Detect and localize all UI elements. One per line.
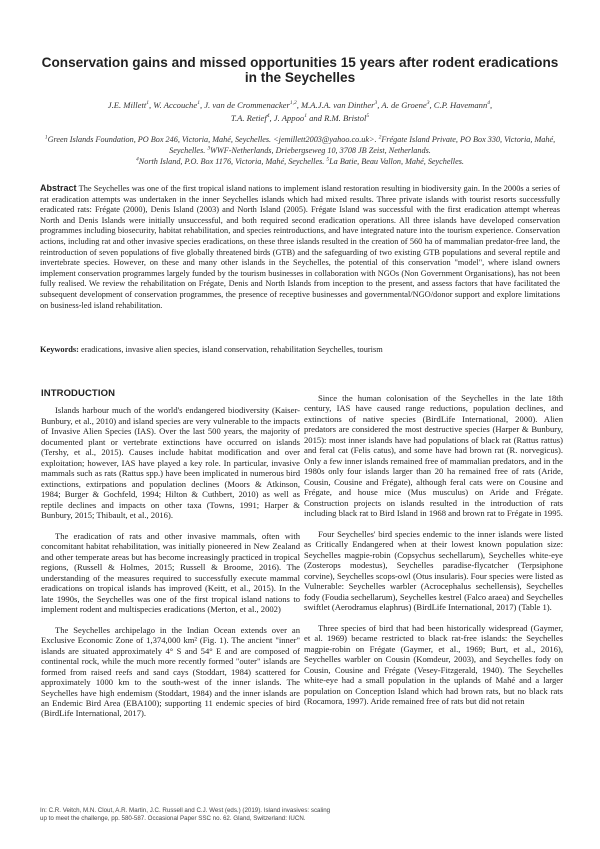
abstract: [40, 183, 560, 311]
abstract-text: The Seychelles was one of the first tropical island nations to implement island restoration resulting in biodiversity gain. In the 2000s a series of rat eradication attempts was undertaken in the inner Seychelles islands which had mixed results. Three private islands with tourist resorts successfully eradicated rats: Frégate (2000), Denis Island (2003) and North Island (2005). Frégate Island was successful with the first eradication attempt whereas North and Denis Islands were initially unsuccessful, and both required second eradication operations. All three islands have developed conservation programmes including biosecurity, habitat rehabilitation, and species reintroductions, and have integrated nature into the tourism experience. Conservation actions, including rat and other invasive species eradications, on these three islands resulted in the creation of 560 ha of mammalian predator-free land, the reintroduction of seven populations of five globally threatened birds (GTB) and the safeguarding of two existing GTB populations and several reptile and invertebrate species. However, on these and many other islands in the Seychelles, the potential of this conservation "model", where island owners implement conservation programmes largely funded by the tourism businesses in collaboration with NGOs (Non Government Organisations), has not been fully realised. We review the rehabilitation on Frégate, Denis and North Islands from inception to the present, and assess factors that have facilitated the subsequent development of conservation programmes, the presence of receptive businesses and governmental/NGO/donor support and explore limitations on business-led island rehabilitation.: [40, 184, 560, 310]
paragraph: Three species of bird that had been historically widespread (Gaymer, et al. 1969) became restricted to black rat-free islands: the Seychelles magpie-robin on Frégate (Gaymer, et al., 1969; Burt, et al., 2016), Seychelles warbler on Cousin (Komdeur, 2003), and Seychelles fody on Cousin, Cousine and Frégate (Vesey-Fitzgerald, 1940). The Seychelles white-eye had a small population in the uplands of Mahé and a larger population on Conception Island which had brown rats, but no black rats (Rocamora, 1997). Aride remained free of rats but did not retain: [304, 622, 563, 707]
keywords-label: Keywords:: [40, 345, 79, 354]
paragraph: Four Seychelles' bird species endemic to the inner islands were listed as Critically Endangered when at their lowest known population size: Seychelles magpie-robin (Copsychus sechellarum), Seychelles white-eye (Zosterops modestus), Seychelles paradise-flycatcher (Terpsiphone corvine), Seychelles scops-owl (Otus insularis). Four species were listed as Vulnerable: Seychelles warbler (Acrocephalus sechellensis), Seychelles fody (Foudia sechellarum), Seychelles kestrel (Falco araea) and Seychelles swiftlet (Aerodramus elaphrus) (BirdLife International, 2017) (Table 1).: [304, 528, 563, 612]
author: M.A.J.A. van Dinther$^3$,: [301, 100, 382, 110]
paragraph: Since the human colonisation of the Seychelles in the late 18th century, IAS have caused range reductions, population declines, and extinctions of native species (BirdLife International, 2000). Alien predators are considered the most destructive species (Harper & Bunbury, 2015): most inner islands have had populations of black rat (Rattus rattus) and feral cat (Felis catus), and some have had brown rat (R. norvegicus). Only a few inner islands remained free of mammalian predators, and in the 1980s only four islands larger than 20 ha remained free of rats (Aride, Cousin, Cousine and Frégate), although feral cats were on Cousine and Frégate, and house mice (Mus musculus) on Aride and Frégate. Construction projects on islands resulted in the introduction of rats including black rat to Bird Island in 1968 and brown rat to Frégate in 1995.: [304, 393, 563, 518]
paragraph: The Seychelles archipelago in the Indian Ocean extends over an Exclusive Economic Zone of 1,374,000 km² (Fig. 1). The ancient "inner" islands are situated approximately 4° S and 54° E and are composed of continental rock, while the much more recently formed "outer" islands are formed from raised reefs and sand cays (Stoddart, 1984) scattered for approximately 1000 km to the south-west of the inner islands. The Seychelles have high endemism (Stoddart, 1984) and the inner islands are an Endemic Bird Area (EBA100); supporting 11 endemic species of bird (BirdLife International, 2017).: [41, 624, 300, 719]
keywords: [40, 344, 560, 355]
citation-footer: [40, 807, 440, 823]
affiliation: Green Islands Foundation, PO Box 246, Victoria, Mahé, Seychelles. <jemillett2003@yahoo.co.uk>.: [47, 135, 377, 144]
left-column: [41, 389, 300, 729]
author-list: [40, 99, 560, 124]
footer-line: up to meet the challenge, pp. 580-587. Occasional Paper SSC no. 62. Gland, Switzerland: IUCN.: [40, 815, 306, 823]
section-heading-introduction: INTRODUCTION: [41, 388, 116, 399]
author: J.E. Millett$^1$,: [107, 100, 154, 110]
author: A. de Groene$^3$,: [381, 100, 434, 110]
author: C.P. Havemann$^4$,: [433, 100, 493, 110]
affiliations: $^1$Green Islands Foundation, PO Box 246, Victoria, Mahé, Seychelles. <jemillett2003@yahoo.co.uk>. $^2$Frégate Island Private, PO Box 330, Victoria, Mahé, Seychelles. $^3$WWF-Netherlands, Driebergseweg 10, 3708 JB Zeist, Netherlands. $^4$North Island, P.O. Box 1176, Victoria, Mahé, Seychelles. $^5$La Batie, Beau Vallon, Mahé, Seychelles.: [44, 134, 556, 167]
affiliation: North Island, P.O. Box 1176, Victoria, Mahé, Seychelles.: [138, 157, 325, 167]
paper-title: Conservation gains and missed opportunities 15 years after rodent eradications in the Seychelles: [41, 55, 559, 85]
right-column: [304, 393, 563, 717]
author: J. van de Crommenacker$^{1,2}$,: [204, 100, 301, 110]
affiliation: Frégate Island Private, PO Box 330, Victoria, Mahé, Seychelles.: [169, 135, 556, 156]
abstract-label: Abstract: [40, 183, 77, 193]
footer-line: In: C.R. Veitch, M.N. Clout, A.R. Martin, J.C. Russell and C.J. West (eds.) (2019). Island invasives: scaling: [40, 807, 331, 814]
keywords-text: eradications, invasive alien species, island conservation, rehabilitation Seychelles, tourism: [81, 345, 383, 354]
paragraph: The eradication of rats and other invasive mammals, often with concomitant habitat rehabilitation, was initially pioneered in New Zealand and other temperate areas but has become increasingly practiced in tropical regions, (Russell & Holmes, 2015; Russell & Broome, 2016). The understanding of the measures required to successfully execute mammal eradications on tropical islands has improved (Keitt, et al., 2015). In the late 1990s, the Seychelles was one of the first tropical island nations to implement rodent and multispecies eradications (Merton, et al., 2002): [41, 530, 300, 614]
affiliation: WWF-Netherlands, Driebergseweg 10, 3708 JB Zeist, Netherlands.: [210, 146, 431, 156]
paragraph: Islands harbour much of the world's endangered biodiversity (Kaiser-Bunbury, et al., 2010) and island species are very vulnerable to the impacts of Invasive Alien Species (IAS). Over the last 500 years, the majority of documented plant or vertebrate extinctions have occurred on islands (Tershy, et al., 2015). Causes include habitat modification and over exploitation; however, IAS have played a key role. In particular, invasive mammals such as rats (Rattus spp.) have been implicated in numerous bird extinctions, extirpations and population declines (Moors & Atkinson, 1984; Burger & Gochfeld, 1994; Hilton & Cuthbert, 2010) as well as reptile declines and impacts on other taxa (Towns, 1991; Harper & Bunbury, 2015; Thibault, et al., 2016).: [41, 405, 300, 520]
author: W. Accouche$^1$,: [153, 100, 205, 110]
affiliation: La Batie, Beau Vallon, Mahé, Seychelles.: [329, 157, 464, 167]
author: J. Appoo$^1$ and: [273, 112, 325, 123]
author: T.A. Retief$^4$,: [230, 112, 274, 123]
author: R.M. Bristol$^5$: [324, 112, 370, 123]
